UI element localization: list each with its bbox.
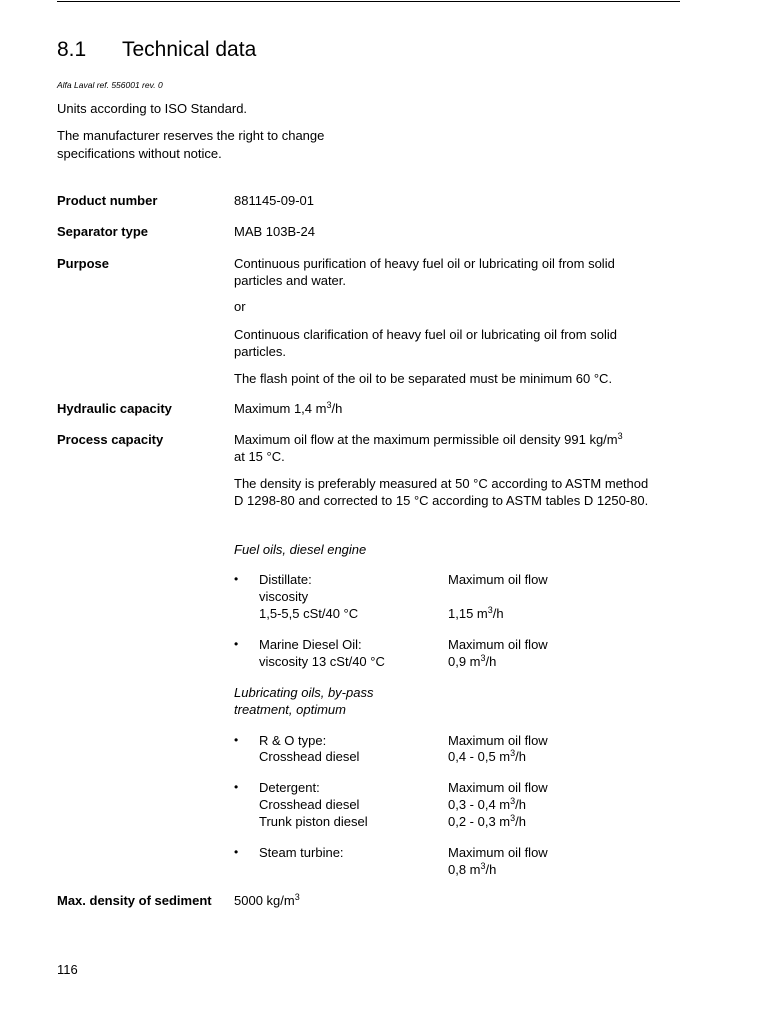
distillate-flow-label: Maximum oil flow: [448, 572, 548, 587]
page-number: 116: [57, 962, 78, 977]
process-capacity-label: Process capacity: [57, 432, 164, 447]
ro-type-name: R & O type:: [259, 733, 327, 748]
distillate-flow-value: 1,15 $m^3/h$: [448, 605, 504, 621]
bullet-detergent: •: [234, 780, 239, 794]
hydraulic-capacity-label: Hydraulic capacity: [57, 401, 172, 416]
marine-diesel-sub-1: viscosity 13 cSt/40 °C: [259, 654, 385, 669]
marine-diesel-name: Marine Diesel Oil:: [259, 637, 362, 652]
distillate-name: Distillate:: [259, 572, 312, 587]
reference-note: Alfa Laval ref. 556001 rev. 0: [57, 80, 163, 90]
purpose-clarification: Continuous clarification of heavy fuel oil or lubricating oil from solid particles.: [234, 327, 617, 359]
density-note: The density is preferably measured at 50 °C according to ASTM method D 1298-80 and corrected to 15 °C according to ASTM tables D 1250-80.: [234, 476, 649, 508]
detergent-flow-label: Maximum oil flow: [448, 780, 548, 795]
notice-line-1: The manufacturer reserves the right to change: [57, 128, 325, 143]
notice-line-2: specifications without notice.: [57, 146, 222, 161]
detergent-flow-value-1: 0,3 - 0,4 $m^3/h$: [448, 796, 526, 812]
product-number-label: Product number: [57, 193, 158, 208]
ro-type-sub-1: Crosshead diesel: [259, 749, 360, 764]
bullet-ro-type: •: [234, 733, 239, 747]
detergent-name: Detergent:: [259, 780, 320, 795]
fuel-oils-heading: Fuel oils, diesel engine: [234, 542, 367, 557]
ro-type-flow-label: Maximum oil flow: [448, 733, 548, 748]
sediment-label: Max. density of sediment: [57, 893, 212, 908]
separator-type-value: MAB 103B-24: [234, 224, 315, 239]
product-number-value: 881145-09-01: [234, 193, 314, 208]
bullet-marine-diesel: •: [234, 637, 239, 651]
top-rule: [57, 1, 680, 2]
detergent-flow-value-2: 0,2 - 0,3 $m^3/h$: [448, 813, 526, 829]
ro-type-flow-value: 0,4 - 0,5 $m^3/h$: [448, 748, 526, 764]
purpose-label: Purpose: [57, 256, 110, 271]
steam-turbine-flow-value: 0,8 $m^3/h$: [448, 861, 497, 877]
bullet-distillate: •: [234, 572, 239, 586]
steam-turbine-name: Steam turbine:: [259, 845, 344, 860]
section-number: 8.1: [57, 38, 87, 61]
bullet-steam-turbine: •: [234, 845, 239, 859]
marine-diesel-flow-value: 0,9 $m^3/h$: [448, 653, 497, 669]
distillate-sub-2: 1,5-5,5 cSt/40 °C: [259, 606, 359, 621]
steam-turbine-flow-label: Maximum oil flow: [448, 845, 548, 860]
marine-diesel-flow-label: Maximum oil flow: [448, 637, 548, 652]
lube-oils-heading-2: treatment, optimum: [234, 702, 346, 717]
units-note: Units according to ISO Standard.: [57, 101, 248, 116]
sediment-value: 5000 $kg/m^3$: [234, 892, 300, 908]
hydraulic-capacity-value: Maximum 1,4 $m^3/h$: [234, 400, 343, 416]
detergent-sub-2: Trunk piston diesel: [259, 814, 368, 829]
section-title: Technical data: [122, 38, 257, 61]
distillate-sub-1: viscosity: [259, 589, 309, 604]
lube-oils-heading-1: Lubricating oils, by-pass: [234, 685, 374, 700]
purpose-flash-point: The flash point of the oil to be separated must be minimum 60 °C.: [234, 371, 613, 386]
process-capacity-line-1: Maximum oil flow at the maximum permissible oil density 991 $kg/m^3$: [234, 431, 623, 447]
purpose-purification: Continuous purification of heavy fuel oil or lubricating oil from solid particles and water.: [234, 256, 615, 288]
separator-type-label: Separator type: [57, 224, 149, 239]
detergent-sub-1: Crosshead diesel: [259, 797, 360, 812]
process-capacity-line-2: at 15 °C.: [234, 449, 285, 464]
section-heading: [57, 38, 256, 62]
purpose-or: or: [234, 299, 246, 314]
